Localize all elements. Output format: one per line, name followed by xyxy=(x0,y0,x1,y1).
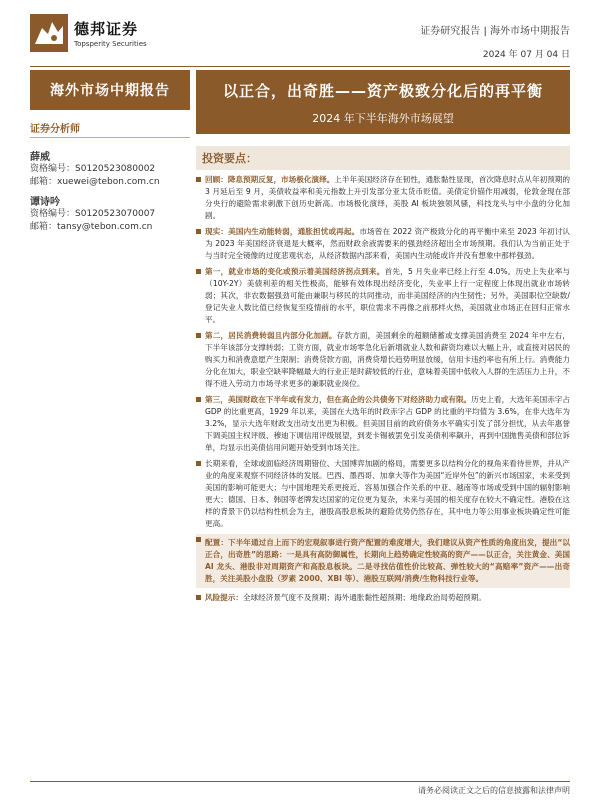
summary-item xyxy=(196,266,570,326)
item-lead: 第一，就业市场的变化或预示着美国经济拐点到来。 xyxy=(205,267,385,276)
report-meta xyxy=(420,22,570,60)
item-body: 长期来看，全球或面临经济周期错位、大国博弈加剧的格局，需要更多以结构分化的视角来看待世界，并从产业的角度来观察不同经济体的发展。巴西、墨西哥、加拿大等作为美国“近岸外包”的新兴市场国家，未来受到美国的影响可能更大；与中国地理关系更接近、容易加强合作关系的中亚、越南等市场或受到中国的辐射影响更大；德国、日本、韩国等老牌发达国家的定位更为复杂，未来与美国的相关度存在较大不确定性。港股在这样的背景下仍以结构性机会为主，港股高股息板块的避险优势仍然存在，其中电力等公用事业板块确定性可能更高。 xyxy=(205,459,570,528)
bullet-square-icon xyxy=(196,537,201,542)
analyst-cert: 资格编号：S0120523070007 xyxy=(30,209,156,219)
analyst-sidebar xyxy=(30,120,190,234)
bullet-square-icon xyxy=(196,397,201,402)
analyst-name: 谭诗吟 xyxy=(30,197,60,208)
item-body: 上半年美国经济存在韧性，通胀黏性显现，首次降息时点从年初预期的 3 月延后至 9 月，美债收益率和美元指数上升引发部分亚太货币贬值。美债定价锚作用减弱，伦敦金现在部分央行的避险需求刺激下创历史新高。市场极化演绎，美股 AI 板块独领风骚，科技龙头与中小盘的分化加剧。 xyxy=(205,175,571,220)
title-block xyxy=(196,70,570,134)
report-title: 以正合，出奇胜——资产极致分化后的再平衡 xyxy=(222,82,543,100)
summary-item xyxy=(196,458,570,530)
item-lead: 第三，美国财政在下半年或有发力，但在高企的公共债务下对经济助力或有限。 xyxy=(205,395,472,404)
item-body: 市场曾在 2022 资产极致分化的再平衡中来至 2023 年初讨认为 2023 年美国经济衰退是大概率，然而财政余液需要来的强劲经济超出全市场预期。我们认为当前正处于与当时完全镜像的过度悲观状态，从经济数据内部来看，美国内生动能或许并没有想象中那样强劲。 xyxy=(205,227,570,260)
summary-item xyxy=(196,394,570,454)
analyst-entry xyxy=(30,193,190,234)
item-lead: 配置： xyxy=(205,538,228,547)
bullet-square-icon xyxy=(196,229,201,234)
item-body: 首先，5 月失业率已经上行至 4.0%。历史上失业率与（10Y-2Y）美债利差的相关性极高，能够有效体现出经济变化，失业率上行一定程度上体现出就业市场转弱；其次，非农数据强劲可能由兼职与移民的共同推动，而非美国经济的内生韧性；另外，美国职位空缺数/登记失业人数比值已经恢复至疫情前的水平，职位需求不再像之前那样火热，美国就业市场正在回归正常水平。 xyxy=(205,267,571,324)
bullet-square-icon xyxy=(196,333,201,338)
logo-chinese-name: 德邦证券 xyxy=(74,20,139,38)
item-body: 存款方面，美国剩余的超额储蓄或支撑美国消费至 2024 年中左右，下半年该部分支撑转弱；工资方面，就业市场零急化后新增就业人数和薪资均难以大幅上升，或直接对居民的购买力和消费意愿产生限制；消费贷款方面，消费贷增长趋势明显放缓，信用卡违约率也有所上行。消费能力分化在加大，职业空缺率降幅最大的行业正是时薪较低的行业，意味着美国中低收入人群的生活压力上升，不得不进入劳动力市场寻求更多的兼职就业岗位。 xyxy=(205,331,571,388)
analyst-cert: 资格编号：S0120523080002 xyxy=(30,164,156,174)
item-lead: 回顾：降息预期反复，市场极化演绎。 xyxy=(205,175,335,184)
bullet-square-icon xyxy=(196,269,201,274)
report-type: 证券研究报告 | 海外市场中期报告 xyxy=(420,26,570,37)
item-body: 全球经济景气度不及预期；海外通胀黏性超预期；地缘政治局势超预期。 xyxy=(242,593,486,602)
analyst-name: 薛威 xyxy=(30,152,50,163)
footer-divider xyxy=(30,781,570,782)
summary-item xyxy=(196,174,570,222)
summary-item xyxy=(196,226,570,262)
analyst-email[interactable]: 邮箱：xuewei@tebon.com.cn xyxy=(30,177,160,187)
item-body: 历史上看，大选年美国赤字占 GDP 的比重更高，1929 年以来，美国在大选年的时政赤字占 GDP 的比重的平均值为 3.6%，在非大选年为 3.2%，显示大选年财政支出动支出更为积极。但美国目前的政府债务水平确实引发了部分担忧，从去年惠誉下调美国主权评级、穆迪下调信用评级展望，到麦卡锡被罢免引发美债利率飙升，再到中国抛售美债和部位诉单，均显示出美债信用问题开始受到市场关注。 xyxy=(205,395,571,452)
investment-summary xyxy=(196,146,570,604)
disclaimer-footer: 请务必阅读正文之后的信息披露和法律声明 xyxy=(418,786,570,795)
bullet-square-icon xyxy=(196,177,201,182)
summary-heading: 投资要点： xyxy=(196,146,570,170)
report-subtitle: 2024 年下半年海外市场展望 xyxy=(312,112,454,125)
report-date: 2024 年 07 月 04 日 xyxy=(482,50,570,60)
item-lead: 现实：美国内生动能转弱，通胀担忧或再起。 xyxy=(205,227,360,236)
bullet-square-icon xyxy=(196,461,201,466)
item-body: 下半年通过自上而下的宏观叙事进行资产配置的难度增大，我们建议从资产性质的角度出发，提出“以正合，出奇胜”的思路：一是具有高防御属性，长期向上趋势确定性较高的资产——以正合，关注黄金、美国 AI 龙头、港股非对周期资产和高股息板块。二是寻找估值性价比较高、弹性较大的“高赔率”资产——出奇胜，关注美股小盘股（罗素 2000、XBI 等）、港股互联网/消费/生物科技行业等。 xyxy=(205,538,570,583)
analyst-email[interactable]: 邮箱：tansy@tebon.com.cn xyxy=(30,222,153,232)
summary-item-risk xyxy=(196,592,570,604)
analyst-entry xyxy=(30,148,190,189)
bullet-square-icon xyxy=(196,595,201,600)
item-lead: 第二，居民消费转弱且内部分化加剧。 xyxy=(205,331,337,340)
bull-logo-icon xyxy=(30,14,68,52)
analyst-heading: 证券分析师 xyxy=(30,120,190,138)
report-category-banner: 海外市场中期报告 xyxy=(30,70,190,110)
logo-english-name: Topsperity Securities xyxy=(74,40,147,48)
summary-item-allocation xyxy=(196,534,570,588)
summary-item xyxy=(196,330,570,390)
item-lead: 风险提示： xyxy=(205,593,243,602)
company-logo xyxy=(30,14,147,52)
header-divider xyxy=(30,66,570,67)
